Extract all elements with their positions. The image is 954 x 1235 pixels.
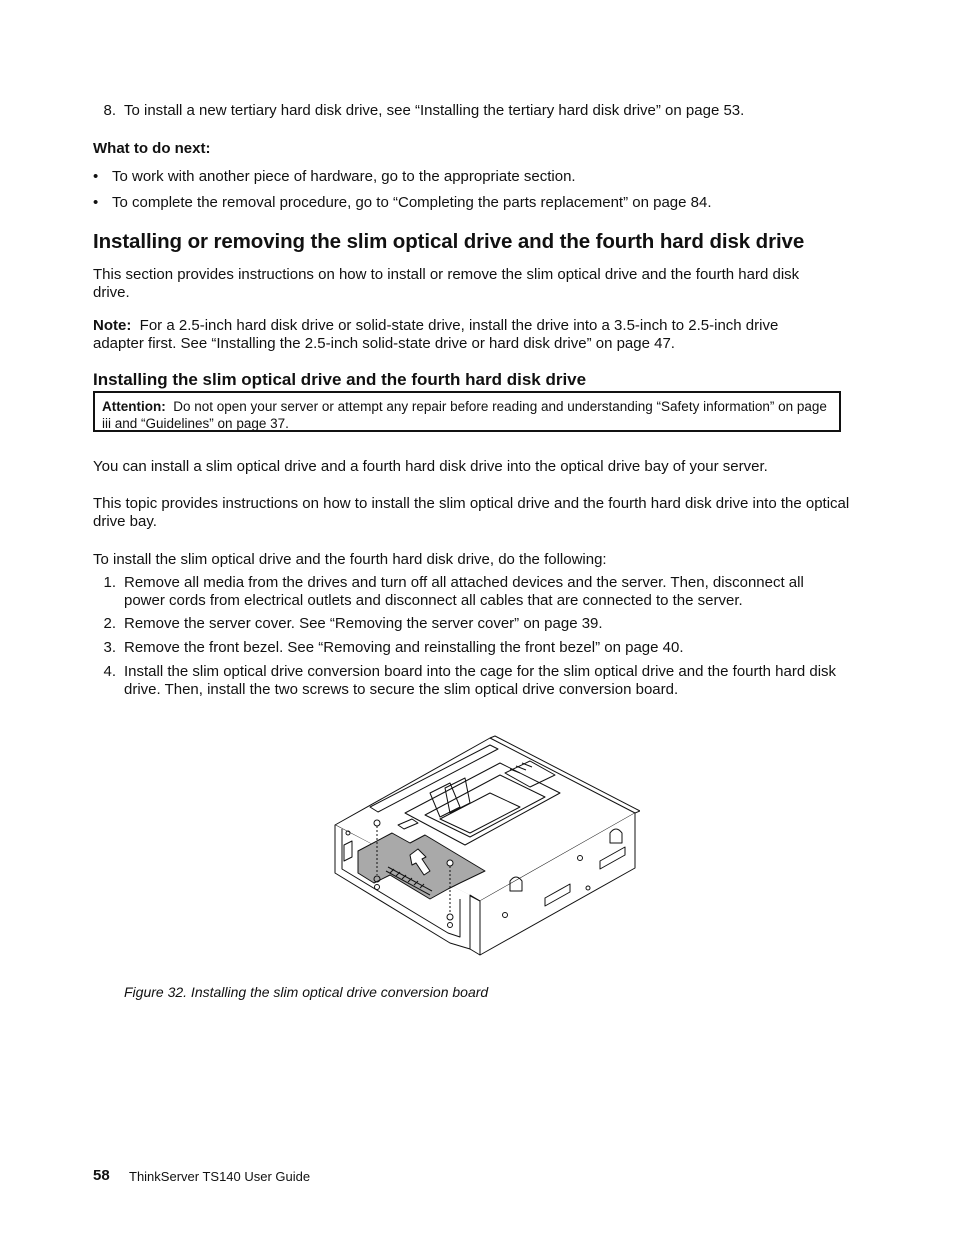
note-label: Note: bbox=[93, 317, 132, 334]
footer-title: ThinkServer TS140 User Guide bbox=[129, 1169, 311, 1184]
paragraph: To install the slim optical drive and the fourth hard disk drive, do the following: bbox=[93, 551, 607, 568]
section-intro: This section provides instructions on how to install or remove the slim optical drive and the fourth hard disk drive. bbox=[93, 266, 800, 301]
step-number: 8. bbox=[103, 102, 116, 119]
bullet-item: To complete the removal procedure, go to “Completing the parts replacement” on page 84. bbox=[112, 194, 712, 211]
paragraph: You can install a slim optical drive and a fourth hard disk drive into the optical drive bay of your server. bbox=[93, 458, 768, 475]
step-text: Install the slim optical drive conversion board into the cage for the slim optical drive and the fourth hard disk drive. Then, install the two screws to secure the slim optical drive conversion board. bbox=[124, 663, 837, 698]
step-number: 3. bbox=[103, 639, 116, 656]
attention-text: Do not open your server or attempt any repair before reading and understanding “Safety information” on page iii and “Guidelines” on page 37. bbox=[102, 399, 827, 431]
next-heading: What to do next: bbox=[93, 140, 211, 157]
attention-box bbox=[93, 391, 841, 432]
step-text: Remove the server cover. See “Removing the server cover” on page 39. bbox=[124, 615, 603, 632]
paragraph: This topic provides instructions on how to install the slim optical drive and the fourth hard disk drive into the optical drive bay. bbox=[93, 495, 850, 530]
note-text: For a 2.5-inch hard disk drive or solid-state drive, install the drive into a 3.5-inch to 2.5-inch drive adapter first. See “Installing the 2.5-inch solid-state drive or hard disk drive” on page 47. bbox=[93, 317, 779, 352]
note bbox=[93, 317, 833, 353]
bullet-icon: • bbox=[93, 168, 99, 185]
section-title: Installing or removing the slim optical drive and the fourth hard disk drive bbox=[93, 230, 805, 253]
step-text: To install a new tertiary hard disk drive, see “Installing the tertiary hard disk drive” on page 53. bbox=[124, 102, 745, 119]
step-number: 1. bbox=[103, 574, 116, 591]
step-text: Remove the front bezel. See “Removing and reinstalling the front bezel” on page 40. bbox=[124, 639, 684, 656]
step-text: Remove all media from the drives and turn off all attached devices and the server. Then, disconnect all power cords from electrical outlets and disconnect all cables that are connected to the server. bbox=[124, 574, 804, 609]
bullet-item: To work with another piece of hardware, go to the appropriate section. bbox=[112, 168, 576, 185]
attention-label: Attention: bbox=[102, 399, 166, 414]
bullet-icon: • bbox=[93, 194, 99, 211]
page-number: 58 bbox=[93, 1167, 110, 1184]
step-number: 4. bbox=[103, 663, 116, 680]
conversion-board-illustration bbox=[330, 733, 640, 961]
figure-caption: Figure 32. Installing the slim optical drive conversion board bbox=[124, 984, 489, 1000]
step-number: 2. bbox=[103, 615, 116, 632]
subsection-title: Installing the slim optical drive and the fourth hard disk drive bbox=[93, 370, 587, 389]
